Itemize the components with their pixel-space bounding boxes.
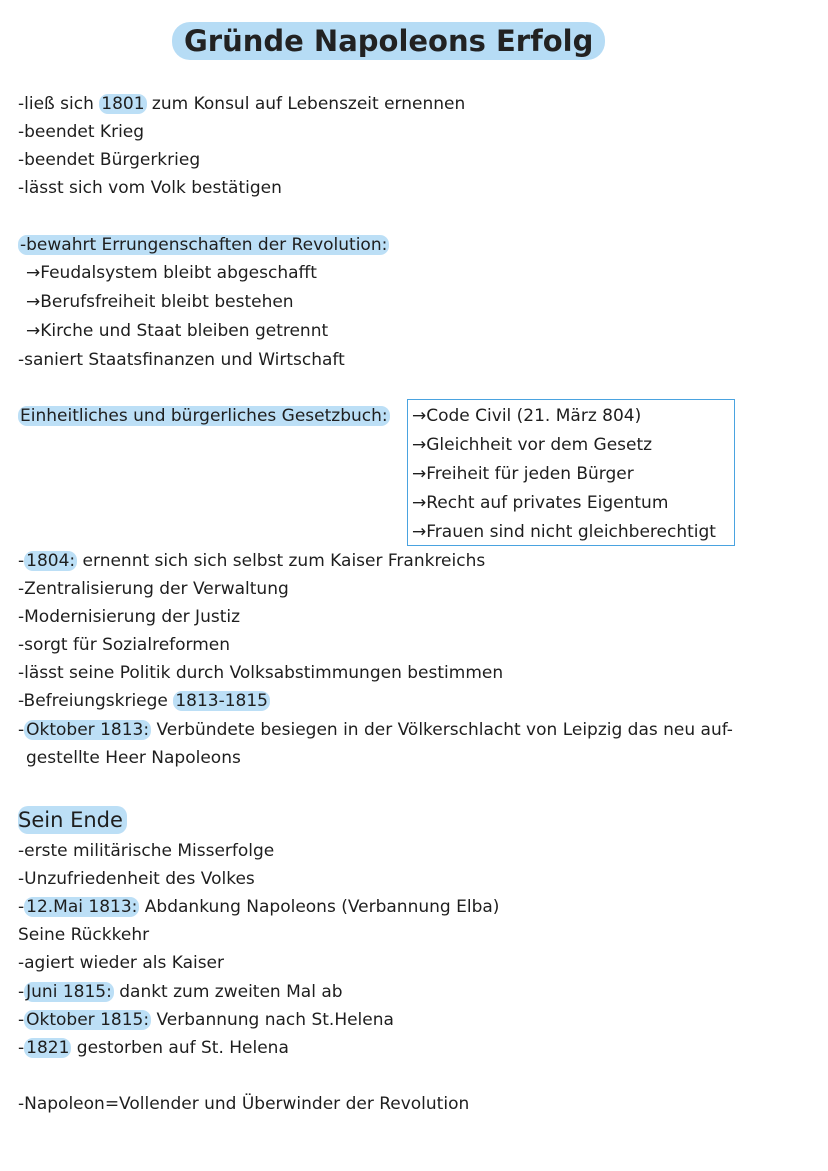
highlighted-date: Oktober 1813: — [26, 720, 150, 740]
highlighted-date: 1801 — [101, 94, 145, 114]
highlighted-date: 1821 — [26, 1038, 70, 1058]
text-line — [18, 92, 465, 116]
highlighted-date: 12.Mai 1813: — [26, 897, 138, 917]
text-line: gestellte Heer Napoleons — [26, 748, 241, 768]
text-line: Seine Rückkehr — [18, 925, 150, 945]
text-line: -beendet Krieg — [18, 122, 145, 142]
text-line: -sorgt für Sozialreformen — [18, 635, 231, 655]
text-line: -beendet Bürgerkrieg — [18, 150, 201, 170]
text-line — [18, 549, 485, 573]
highlighted-heading: -bewahrt Errungenschaften der Revolution: — [20, 235, 388, 255]
text-fragment: zum Konsul auf Lebenszeit ernennen — [146, 94, 466, 114]
text-line: -lässt sich vom Volk bestätigen — [18, 178, 282, 198]
text-fragment: - — [18, 720, 25, 740]
text-line: -Zentralisierung der Verwaltung — [18, 579, 289, 599]
text-fragment: - — [18, 897, 25, 917]
text-fragment: Verbündete besiegen in der Völkerschlacht von Leipzig das neu auf- — [151, 720, 733, 740]
text-fragment: ernennt sich sich selbst zum Kaiser Frankreichs — [77, 551, 486, 571]
text-line: -Modernisierung der Justiz — [18, 607, 241, 627]
text-line — [18, 895, 499, 919]
box-item: →Frauen sind nicht gleichberechtigt — [412, 522, 716, 542]
highlighted-label: Einheitliches und bürgerliches Gesetzbuch: — [20, 406, 388, 426]
text-line: -Unzufriedenheit des Volkes — [18, 869, 255, 889]
text-fragment: - — [18, 551, 25, 571]
text-line: -lässt seine Politik durch Volksabstimmungen bestimmen — [18, 663, 504, 683]
gesetzbuch-label — [18, 404, 390, 428]
conclusion-line: -Napoleon=Vollender und Überwinder der Revolution — [18, 1094, 470, 1114]
text-fragment: -Befreiungskriege — [18, 691, 174, 711]
text-line: -erste militärische Misserfolge — [18, 841, 275, 861]
text-line — [18, 689, 270, 713]
box-item: →Code Civil (21. März 804) — [412, 406, 642, 426]
list-item: →Feudalsystem bleibt abgeschafft — [26, 263, 317, 283]
highlighted-date: Juni 1815: — [26, 982, 112, 1002]
section-heading-ende: Sein Ende — [18, 806, 127, 834]
text-fragment: Abdankung Napoleons (Verbannung Elba) — [139, 897, 500, 917]
text-fragment: gestorben auf St. Helena — [71, 1038, 289, 1058]
text-fragment: - — [18, 982, 25, 1002]
highlighted-date: Oktober 1815: — [26, 1010, 150, 1030]
text-line: -agiert wieder als Kaiser — [18, 953, 225, 973]
list-item: →Berufsfreiheit bleibt bestehen — [26, 292, 294, 312]
text-fragment: - — [18, 1038, 25, 1058]
section-heading — [18, 233, 389, 257]
list-item: →Kirche und Staat bleiben getrennt — [26, 321, 329, 341]
text-line: -saniert Staatsfinanzen und Wirtschaft — [18, 350, 345, 370]
text-fragment: - — [18, 1010, 25, 1030]
text-line — [18, 980, 343, 1004]
text-line — [18, 718, 733, 742]
text-line — [18, 1008, 394, 1032]
text-fragment: Verbannung nach St.Helena — [151, 1010, 394, 1030]
text-fragment: -ließ sich — [18, 94, 100, 114]
box-item: →Recht auf privates Eigentum — [412, 493, 669, 513]
text-fragment: dankt zum zweiten Mal ab — [113, 982, 343, 1002]
highlighted-date: 1813-1815 — [175, 691, 268, 711]
highlighted-date: 1804: — [26, 551, 76, 571]
box-item: →Freiheit für jeden Bürger — [412, 464, 634, 484]
page-title: Gründe Napoleons Erfolg — [172, 22, 605, 60]
text-line — [18, 1036, 289, 1060]
box-item: →Gleichheit vor dem Gesetz — [412, 435, 653, 455]
